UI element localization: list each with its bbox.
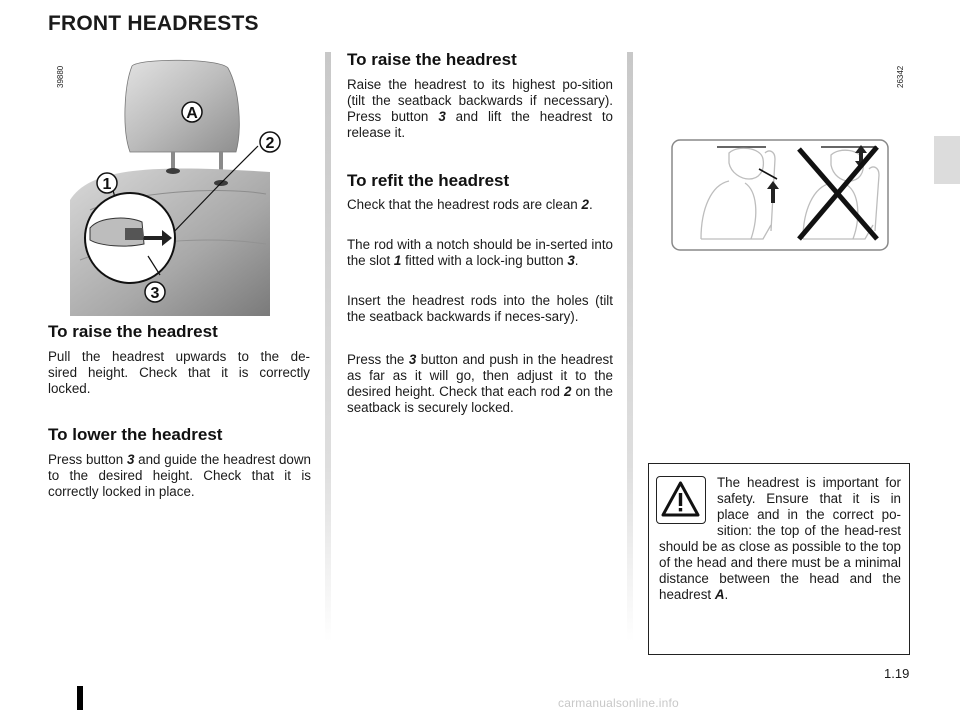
refit-p2-post: . — [574, 253, 579, 268]
warning-post: . — [724, 587, 729, 602]
figure-ref-left: 39880 — [56, 65, 65, 88]
refit-p4-pre: Press the — [347, 352, 409, 367]
mid-raise-pre: Raise the headrest to its highest po-sition (tilt the seatback backwards if necessary). Press button — [347, 77, 613, 124]
headrest-posture-illustration — [671, 139, 889, 251]
ref-headrest-a: A — [714, 587, 725, 602]
label-a: A — [186, 105, 198, 122]
headrest-seat-illustration — [70, 60, 275, 316]
ref-rod-2: 2 — [581, 197, 589, 212]
page-title: FRONT HEADRESTS — [48, 12, 259, 35]
left-raise-heading: To raise the headrest — [48, 322, 218, 341]
refit-p1-post: . — [588, 197, 593, 212]
refit-p1-pre: Check that the headrest rods are clean — [347, 197, 582, 212]
left-lower-heading: To lower the headrest — [48, 425, 223, 444]
left-lower-pre: Press button — [48, 452, 127, 467]
column-divider-left — [325, 52, 331, 642]
mid-refit-p2 — [347, 237, 613, 269]
footer-watermark: carmanualsonline.info — [558, 696, 679, 710]
ref-rod-2: 2 — [563, 384, 572, 399]
left-raise-line-1: Pull the headrest upwards to the de- — [48, 349, 310, 364]
ref-slot-1: 1 — [393, 253, 402, 268]
refit-p2-mid: fitted with a lock-ing button — [401, 253, 568, 268]
mid-raise-text — [347, 77, 613, 141]
left-raise-text — [48, 349, 310, 397]
refit-p4-post: on the seatback is securely locked. — [347, 384, 613, 415]
left-lower-post: and guide the headrest down to the desired height. Check that it is correctly locked in place. — [48, 452, 311, 499]
ref-button-3: 3 — [567, 253, 575, 268]
mid-refit-p4 — [347, 352, 613, 416]
chapter-tab — [934, 136, 960, 184]
refit-p2-pre: The rod with a notch should be in-serted into the slot — [347, 237, 613, 268]
column-divider-right — [627, 52, 633, 642]
page-number: 1.19 — [884, 666, 910, 681]
mid-refit-p3: Insert the headrest rods into the holes (tilt the seatback backwards if neces-sary). — [347, 293, 613, 324]
safety-warning-box — [648, 463, 910, 655]
label-1: 1 — [102, 176, 112, 193]
ref-button-3: 3 — [126, 452, 135, 467]
left-raise-line-3: locked. — [48, 381, 91, 396]
left-raise-line-2: sired height. Check that it is correctly — [48, 365, 310, 380]
ref-button-3: 3 — [438, 109, 446, 124]
label-3: 3 — [150, 285, 160, 302]
refit-p4-mid: button and push in the headrest as far as it will go, then adjust it to the desired height. Check that each rod — [347, 352, 613, 399]
label-2: 2 — [265, 135, 275, 152]
figure-ref-right: 26342 — [896, 65, 905, 88]
warning-pre: The headrest is important for safety. Ensure that it is in place and in the correct po-sition: the top of the head-rest should be as close as possible to the top of the head and there must be a minimal distance between the head and the headrest — [659, 475, 901, 602]
left-lower-text — [48, 452, 311, 500]
mid-raise-post: and lift the headrest to release it. — [347, 109, 613, 140]
mid-raise-heading: To raise the headrest — [347, 50, 517, 69]
mid-refit-heading: To refit the headrest — [347, 171, 510, 190]
ref-button-3: 3 — [408, 352, 417, 367]
warning-text — [659, 475, 901, 603]
page-marker — [77, 686, 83, 710]
mid-refit-p1 — [347, 197, 613, 213]
